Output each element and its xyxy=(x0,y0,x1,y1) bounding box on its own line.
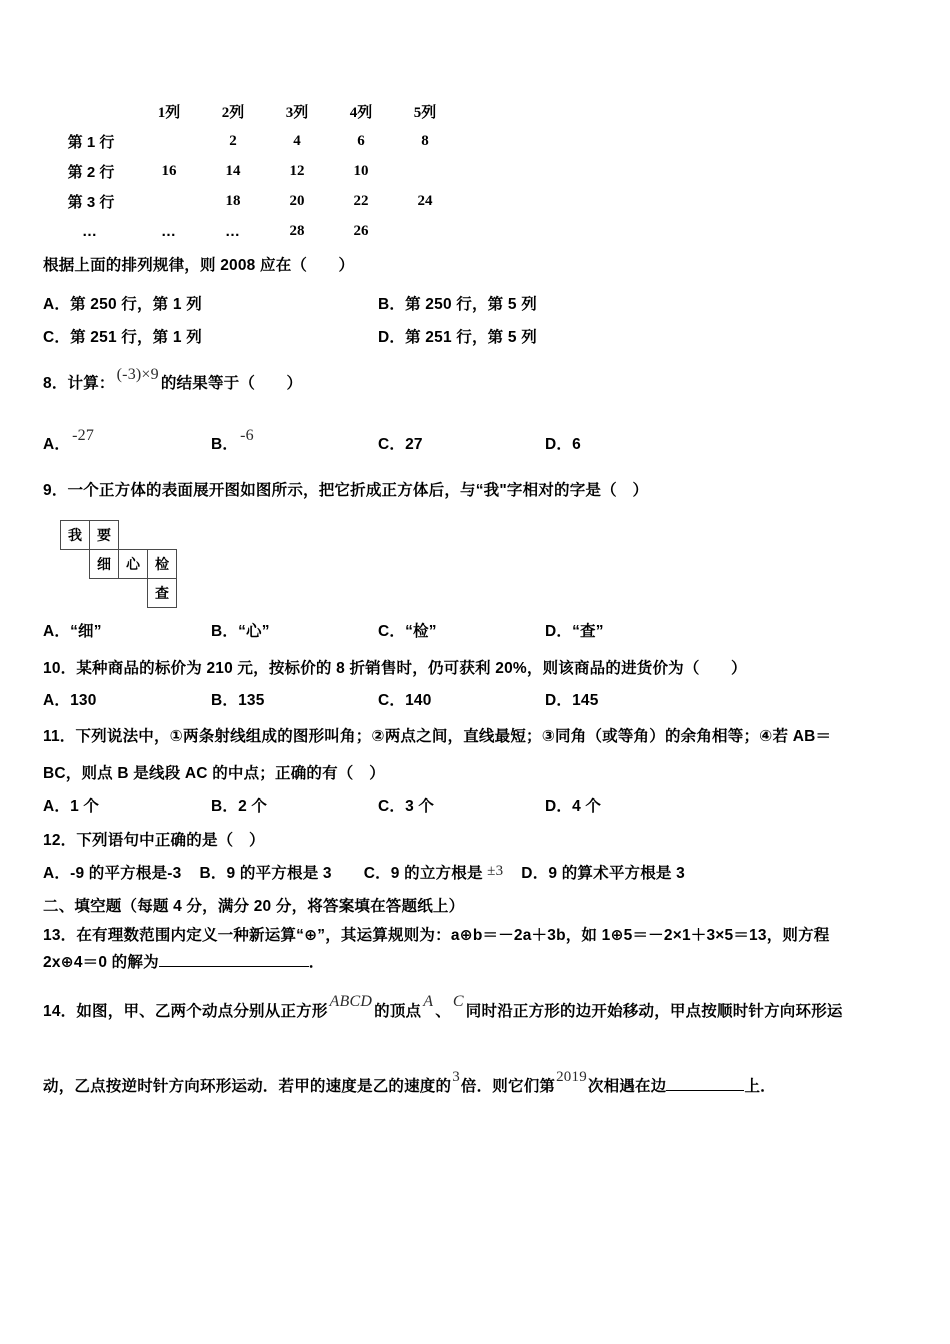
cube-net-spacer xyxy=(118,578,148,608)
cube-net-cell-xi: 细 xyxy=(89,549,119,579)
cube-net-spacer xyxy=(60,549,90,579)
column-header-1: 1列 xyxy=(157,104,181,121)
section2-heading: 二、填空题（每题 4 分，满分 20 分，将答案填在答题纸上） xyxy=(43,898,465,915)
cube-net-cell-cha: 查 xyxy=(147,578,177,608)
q14-text-g: 上． xyxy=(744,1078,776,1095)
table-row xyxy=(43,216,457,246)
table-cell xyxy=(137,186,201,216)
q12-options-row xyxy=(43,863,685,882)
q11-stem-line2: BC，则点 B 是线段 AC 的中点；正确的有（ ） xyxy=(43,765,385,782)
q12-option-c[interactable] xyxy=(364,865,504,882)
q8-option-a-value: -27 xyxy=(72,427,95,444)
q14-answer-blank[interactable] xyxy=(666,1090,744,1091)
table-row xyxy=(43,126,457,156)
q12-option-b[interactable]: B．9 的平方根是 3 xyxy=(199,865,332,882)
q7-option-d[interactable]: D．第 251 行，第 5 列 xyxy=(378,329,537,346)
table-cell: 8 xyxy=(421,132,429,149)
q12-option-d[interactable]: D．9 的算术平方根是 3 xyxy=(521,865,685,882)
table-cell xyxy=(393,216,457,246)
table-cell: 16 xyxy=(161,162,177,179)
table-cell: 24 xyxy=(417,192,433,209)
q7-option-c[interactable]: C．第 251 行，第 1 列 xyxy=(43,329,202,346)
q14-vertex-a: A xyxy=(423,993,434,1010)
q14-text-d: 动，乙点按逆时针方向环形运动．若甲的速度是乙的速度的 xyxy=(43,1078,452,1095)
cube-net-cell-yao: 要 xyxy=(89,520,119,550)
q14-text-f: 次相遇在边 xyxy=(587,1078,667,1095)
column-header-4: 4列 xyxy=(349,104,373,121)
q13-answer-blank[interactable] xyxy=(159,966,309,967)
q8-stem xyxy=(43,366,303,392)
table-cell: 10 xyxy=(353,162,369,179)
q14-vertex-c: C xyxy=(452,993,464,1010)
q12-option-c-text: C．9 的立方根是 xyxy=(363,865,488,882)
row-label: 第 1 行 xyxy=(67,133,115,151)
cube-net-row-2 xyxy=(60,549,176,579)
table-cell xyxy=(393,156,457,186)
q9-stem: 9．一个正方体的表面展开图如图所示，把它折成正方体后，与“我"字相对的字是（ ） xyxy=(43,482,649,499)
q14-dunhao: 、 xyxy=(435,1003,451,1020)
q12-option-c-symbol: ±3 xyxy=(487,863,504,879)
q8-option-d[interactable]: D．6 xyxy=(545,436,581,453)
cube-net-cell-jian: 检 xyxy=(147,549,177,579)
q14-text-a: 14．如图，甲、乙两个动点分别从正方形 xyxy=(43,1003,328,1020)
column-header-2: 2列 xyxy=(221,104,245,121)
column-header-3: 3列 xyxy=(285,104,309,121)
q14-line1 xyxy=(43,993,843,1020)
q11-stem-line1: 11．下列说法中，①两条射线组成的图形叫角；②两点之间，直线最短；③同角（或等角）的余角相等；④若 AB＝ xyxy=(43,728,832,745)
cube-net-spacer xyxy=(60,578,90,608)
table-row xyxy=(43,156,457,186)
row-label: 第 3 行 xyxy=(67,193,115,211)
column-header-5: 5列 xyxy=(413,104,437,121)
cube-net-cell-wo: 我 xyxy=(60,520,90,550)
cube-net-cell-xin: 心 xyxy=(118,549,148,579)
table-row xyxy=(43,186,457,216)
q9-option-d[interactable]: D．“查” xyxy=(545,623,604,640)
q8-option-c[interactable]: C．27 xyxy=(378,436,423,453)
q12-option-a[interactable]: A．-9 的平方根是-3 xyxy=(43,865,182,882)
table-cell: 28 xyxy=(289,222,305,239)
q13-line1: 13．在有理数范围内定义一种新运算“⊕”，其运算规则为：a⊕b＝－2a＋3b，如 1⊕5＝－2×1＋3×5＝13，则方程 xyxy=(43,927,830,944)
q14-speed-multiplier: 3 xyxy=(452,1069,460,1085)
q11-option-d[interactable]: D．4 个 xyxy=(545,798,602,815)
q8-expression: (-3)×9 xyxy=(116,366,159,383)
q7-option-b[interactable]: B．第 250 行，第 5 列 xyxy=(378,296,537,313)
table-cell: 2 xyxy=(229,132,237,149)
row-label-ellipsis: … xyxy=(82,222,98,240)
q13-period: ． xyxy=(308,954,325,971)
q13-line2 xyxy=(43,955,324,971)
q9-option-b[interactable]: B．“心” xyxy=(211,623,270,640)
q11-option-a[interactable]: A．1 个 xyxy=(43,798,100,815)
table-cell: 20 xyxy=(289,192,305,209)
q8-stem-post: 的结果等于（ ） xyxy=(160,375,303,392)
table-cell: 4 xyxy=(293,132,301,149)
q14-meeting-count: 2019 xyxy=(556,1069,587,1085)
q7-stem: 根据上面的排列规律，则 2008 应在（ ） xyxy=(43,257,355,274)
q14-text-e: 倍．则它们第 xyxy=(460,1078,556,1095)
table-corner-cell xyxy=(43,96,137,126)
q8-option-b-label: B． xyxy=(211,436,239,453)
number-pattern-table xyxy=(43,96,463,246)
q14-text-b: 的顶点 xyxy=(374,1003,422,1020)
q7-option-a[interactable]: A．第 250 行，第 1 列 xyxy=(43,296,202,313)
q8-option-b-value: -6 xyxy=(240,427,254,444)
row-label: 第 2 行 xyxy=(67,163,115,181)
q11-option-b[interactable]: B．2 个 xyxy=(211,798,268,815)
q9-option-c[interactable]: C．“检” xyxy=(378,623,437,640)
table-cell: 12 xyxy=(289,162,305,179)
table-header-row xyxy=(43,96,457,126)
q14-square-label: ABCD xyxy=(329,993,373,1010)
q14-text-c: 同时沿正方形的边开始移动，甲点按顺时针方向环形运 xyxy=(465,1003,843,1020)
table-cell: 18 xyxy=(225,192,241,209)
q8-number: 8． xyxy=(43,375,68,392)
q8-option-b[interactable] xyxy=(211,427,256,453)
q8-stem-pre: 计算： xyxy=(67,375,115,392)
q12-stem: 12．下列语句中正确的是（ ） xyxy=(43,832,265,849)
cube-net-diagram xyxy=(60,521,176,608)
q10-stem: 10．某种商品的标价为 210 元，按标价的 8 折销售时，仍可获利 20%，则该商品的进货价为（ ） xyxy=(43,660,747,677)
q10-option-a[interactable]: A．130 xyxy=(43,692,97,709)
cube-net-row-3 xyxy=(60,578,176,608)
q10-option-c[interactable]: C．140 xyxy=(378,692,432,709)
cube-net-spacer xyxy=(89,578,119,608)
q14-line2 xyxy=(43,1069,776,1095)
q8-option-a-label: A． xyxy=(43,436,71,453)
cube-net-row-1 xyxy=(60,520,176,550)
q9-option-a[interactable]: A．“细” xyxy=(43,623,102,640)
table-cell: … xyxy=(161,222,177,240)
table-cell: 22 xyxy=(353,192,369,209)
q10-option-b[interactable]: B．135 xyxy=(211,692,265,709)
table-cell xyxy=(137,126,201,156)
table-cell: 26 xyxy=(353,222,369,239)
q13-line2-text: 2x⊕4＝0 的解为 xyxy=(43,954,159,971)
table-cell: 6 xyxy=(357,132,365,149)
q10-option-d[interactable]: D．145 xyxy=(545,692,599,709)
table-cell: … xyxy=(225,222,241,240)
q11-option-c[interactable]: C．3 个 xyxy=(378,798,435,815)
table-cell: 14 xyxy=(225,162,241,179)
q8-option-a[interactable] xyxy=(43,427,96,453)
